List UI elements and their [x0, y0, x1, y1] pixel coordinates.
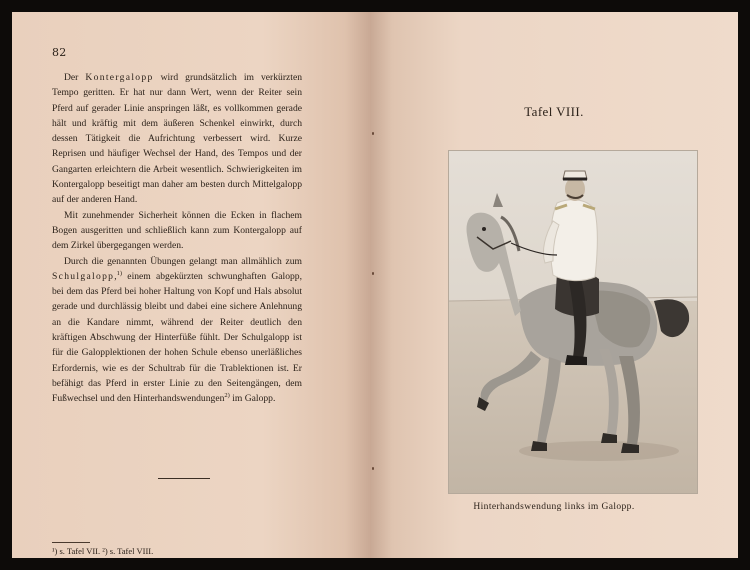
- footnote-ref: 1): [116, 269, 123, 277]
- left-page: [12, 12, 370, 558]
- photo-caption: Hinterhandswendung links im Galopp.: [473, 502, 635, 512]
- binding-stitch: [372, 272, 374, 275]
- footnote-rule: [52, 542, 90, 543]
- page-number: 82: [52, 46, 67, 59]
- text-segment: wird grundsätzlich im verkürzten Tempo geritten. Er hat nur dann Wert, wenn der Reiter sein Pferd auf gerader Linie anspringen läßt, es vollkommen gerade hält und kräftig mit dem äußeren Schenkel einwirkt, durch dessen Tätigkeit die Aufrichtung verbessert wird. Kurze Reprisen und häufiger Wechsel der Hand, des Tempos und der Gangarten erleichtern die Arbeit wesentlich. Schwierigkeiten im Kontergalopp beseitigt man daher am besten durch Mittelgalopp auf der anderen Hand.: [52, 72, 302, 206]
- text-segment: Durch die genannten Übungen gelangt man allmählich zum: [64, 255, 302, 267]
- plate-title: Tafel VIII.: [524, 104, 584, 119]
- body-text: [52, 70, 302, 407]
- footnote-ref: 2): [224, 392, 230, 400]
- binding-stitch: [372, 467, 374, 470]
- book-spread: [12, 12, 738, 558]
- right-page: [370, 12, 738, 558]
- footnotes: ¹) s. Tafel VII. ²) s. Tafel VIII.: [52, 546, 154, 556]
- paragraph: [52, 254, 302, 407]
- paragraph: [52, 208, 302, 254]
- text-segment: ,: [114, 270, 117, 282]
- text-segment: Mit zunehmender Sicherheit können die Ecken in flachem Bogen ausgeritten und schließlich kann zum Kontergalopp auf dem Zirkel übergegangen werden.: [52, 209, 302, 252]
- section-divider: [158, 478, 210, 479]
- binding-stitch: [372, 132, 374, 135]
- paragraph: [52, 70, 302, 208]
- text-segment: Der: [64, 72, 86, 83]
- term-schulgalopp: Schulgalopp: [52, 270, 115, 282]
- term-kontergalopp: Kontergalopp: [85, 72, 154, 83]
- horse-rider-photograph: [448, 150, 698, 494]
- text-segment: einem abgekürzten schwunghaften Galopp, bei dem das Pferd bei hoher Haltung von Kopf und Hals absolut gerade und durchlässig bleibt und dabei eine sichere Anlehnung an die Kandare nimmt, während der Reiter deutlich den kräftigen Abschwung der Hinterfüße fühlt. Der Schulgalopp ist für die Galopplektionen der hohen Schule ebenso unerläßliches Erfordernis, wie es der Schultrab für die Trablektionen ist. Er befähigt das Pferd in erster Linie zu den Seitengängen, dem Fußwechsel und den Hinterhandswendungen: [52, 270, 302, 405]
- horse-rider-illustration: [449, 151, 697, 493]
- text-segment: im Galopp.: [229, 393, 276, 405]
